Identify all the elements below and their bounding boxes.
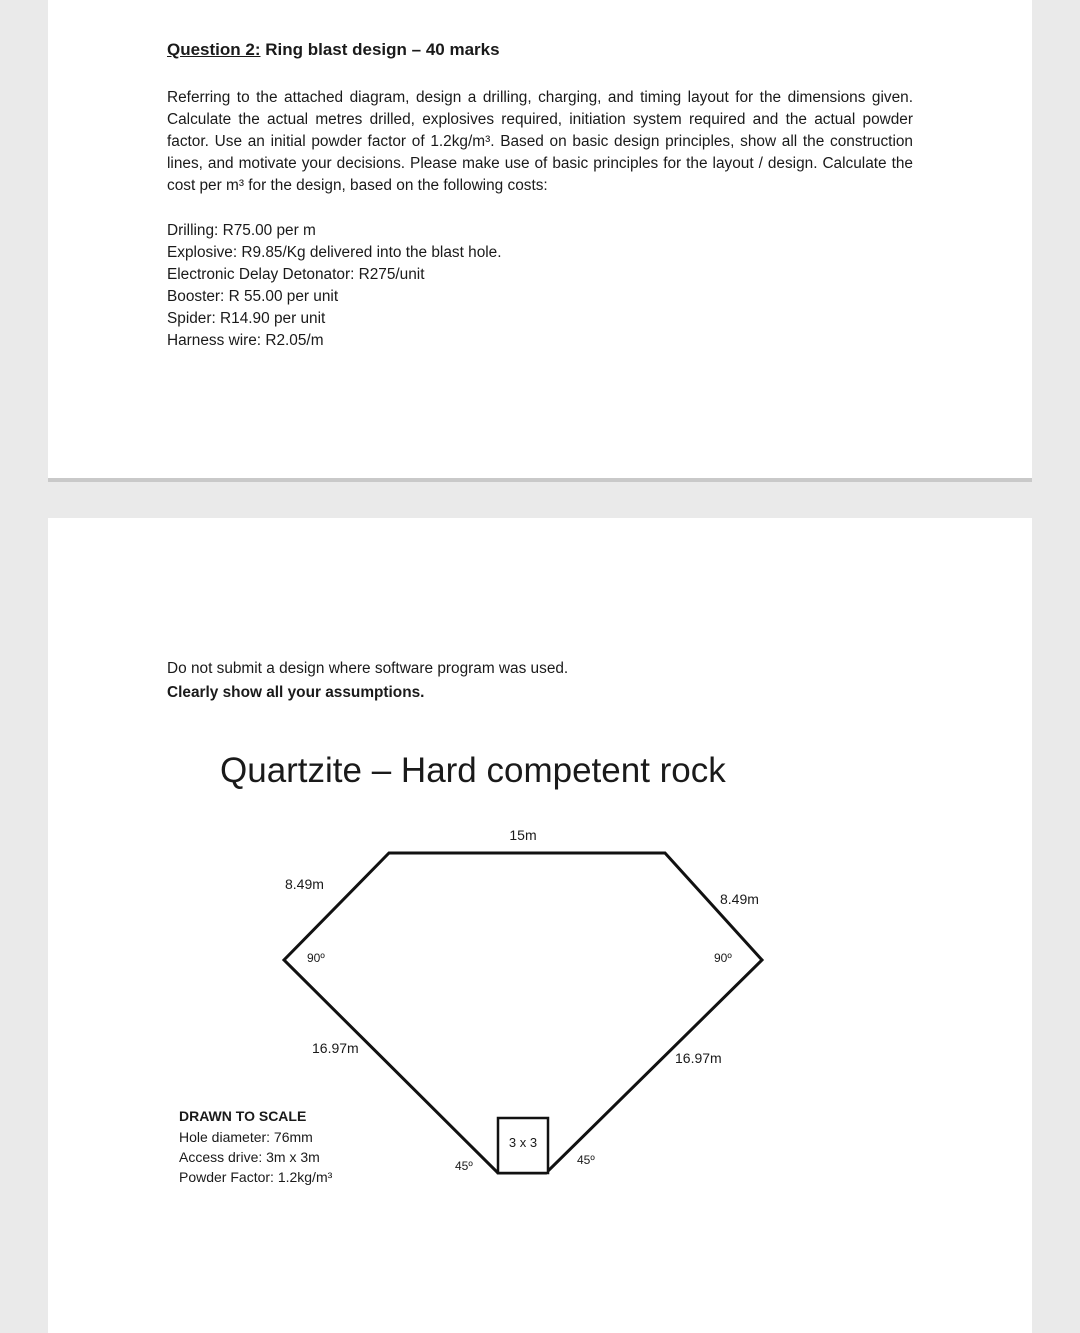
right-angle-label: 90º bbox=[714, 951, 732, 965]
top-length-label: 15m bbox=[509, 827, 537, 843]
legend-heading: DRAWN TO SCALE bbox=[179, 1108, 307, 1124]
document-page-2 bbox=[48, 518, 1032, 1333]
upper-right-length-label: 8.49m bbox=[720, 891, 759, 907]
bottom-left-angle-label: 45º bbox=[455, 1159, 473, 1173]
cost-item-explosive: Explosive: R9.85/Kg delivered into the blast hole. bbox=[167, 244, 502, 261]
legend-powder-factor: Powder Factor: 1.2kg/m³ bbox=[179, 1169, 333, 1185]
diagram-title: Quartzite – Hard competent rock bbox=[220, 751, 726, 790]
access-drive-label: 3 x 3 bbox=[508, 1135, 538, 1150]
ring-blast-diagram bbox=[48, 518, 1032, 1333]
lower-left-length-label: 16.97m bbox=[312, 1040, 359, 1056]
cost-list bbox=[167, 220, 502, 352]
note-assumptions: Clearly show all your assumptions. bbox=[167, 684, 425, 701]
left-angle-label: 90º bbox=[307, 951, 325, 965]
page-separator bbox=[48, 478, 1032, 482]
legend-access-drive: Access drive: 3m x 3m bbox=[179, 1149, 320, 1165]
cost-item-drilling: Drilling: R75.00 per m bbox=[167, 222, 316, 239]
question-paragraph: Referring to the attached diagram, design a drilling, charging, and timing layout for the dimensions given. Calculate the actual metres drilled, explosives required, initiation system required and the actual powder factor. Use an initial powder factor of 1.2kg/m³. Based on basic design principles, show all the construction lines, and motivate your decisions. Please make use of basic principles for the layout / design. Calculate the cost per m³ for the design, based on the following costs: bbox=[167, 89, 913, 194]
legend-hole-diameter: Hole diameter: 76mm bbox=[179, 1129, 313, 1145]
upper-left-length-label: 8.49m bbox=[285, 876, 324, 892]
question-title-text: Ring blast design – 40 marks bbox=[260, 40, 500, 59]
document-page-1 bbox=[48, 0, 1032, 478]
cost-item-spider: Spider: R14.90 per unit bbox=[167, 310, 326, 327]
bottom-right-angle-label: 45º bbox=[577, 1153, 595, 1167]
cost-item-harness-wire: Harness wire: R2.05/m bbox=[167, 332, 324, 349]
cost-item-detonator: Electronic Delay Detonator: R275/unit bbox=[167, 266, 425, 283]
question-title bbox=[167, 40, 500, 60]
note-no-software: Do not submit a design where software program was used. bbox=[167, 660, 569, 677]
lower-right-length-label: 16.97m bbox=[675, 1050, 722, 1066]
cost-item-booster: Booster: R 55.00 per unit bbox=[167, 288, 339, 305]
question-number: Question 2: bbox=[167, 40, 261, 59]
